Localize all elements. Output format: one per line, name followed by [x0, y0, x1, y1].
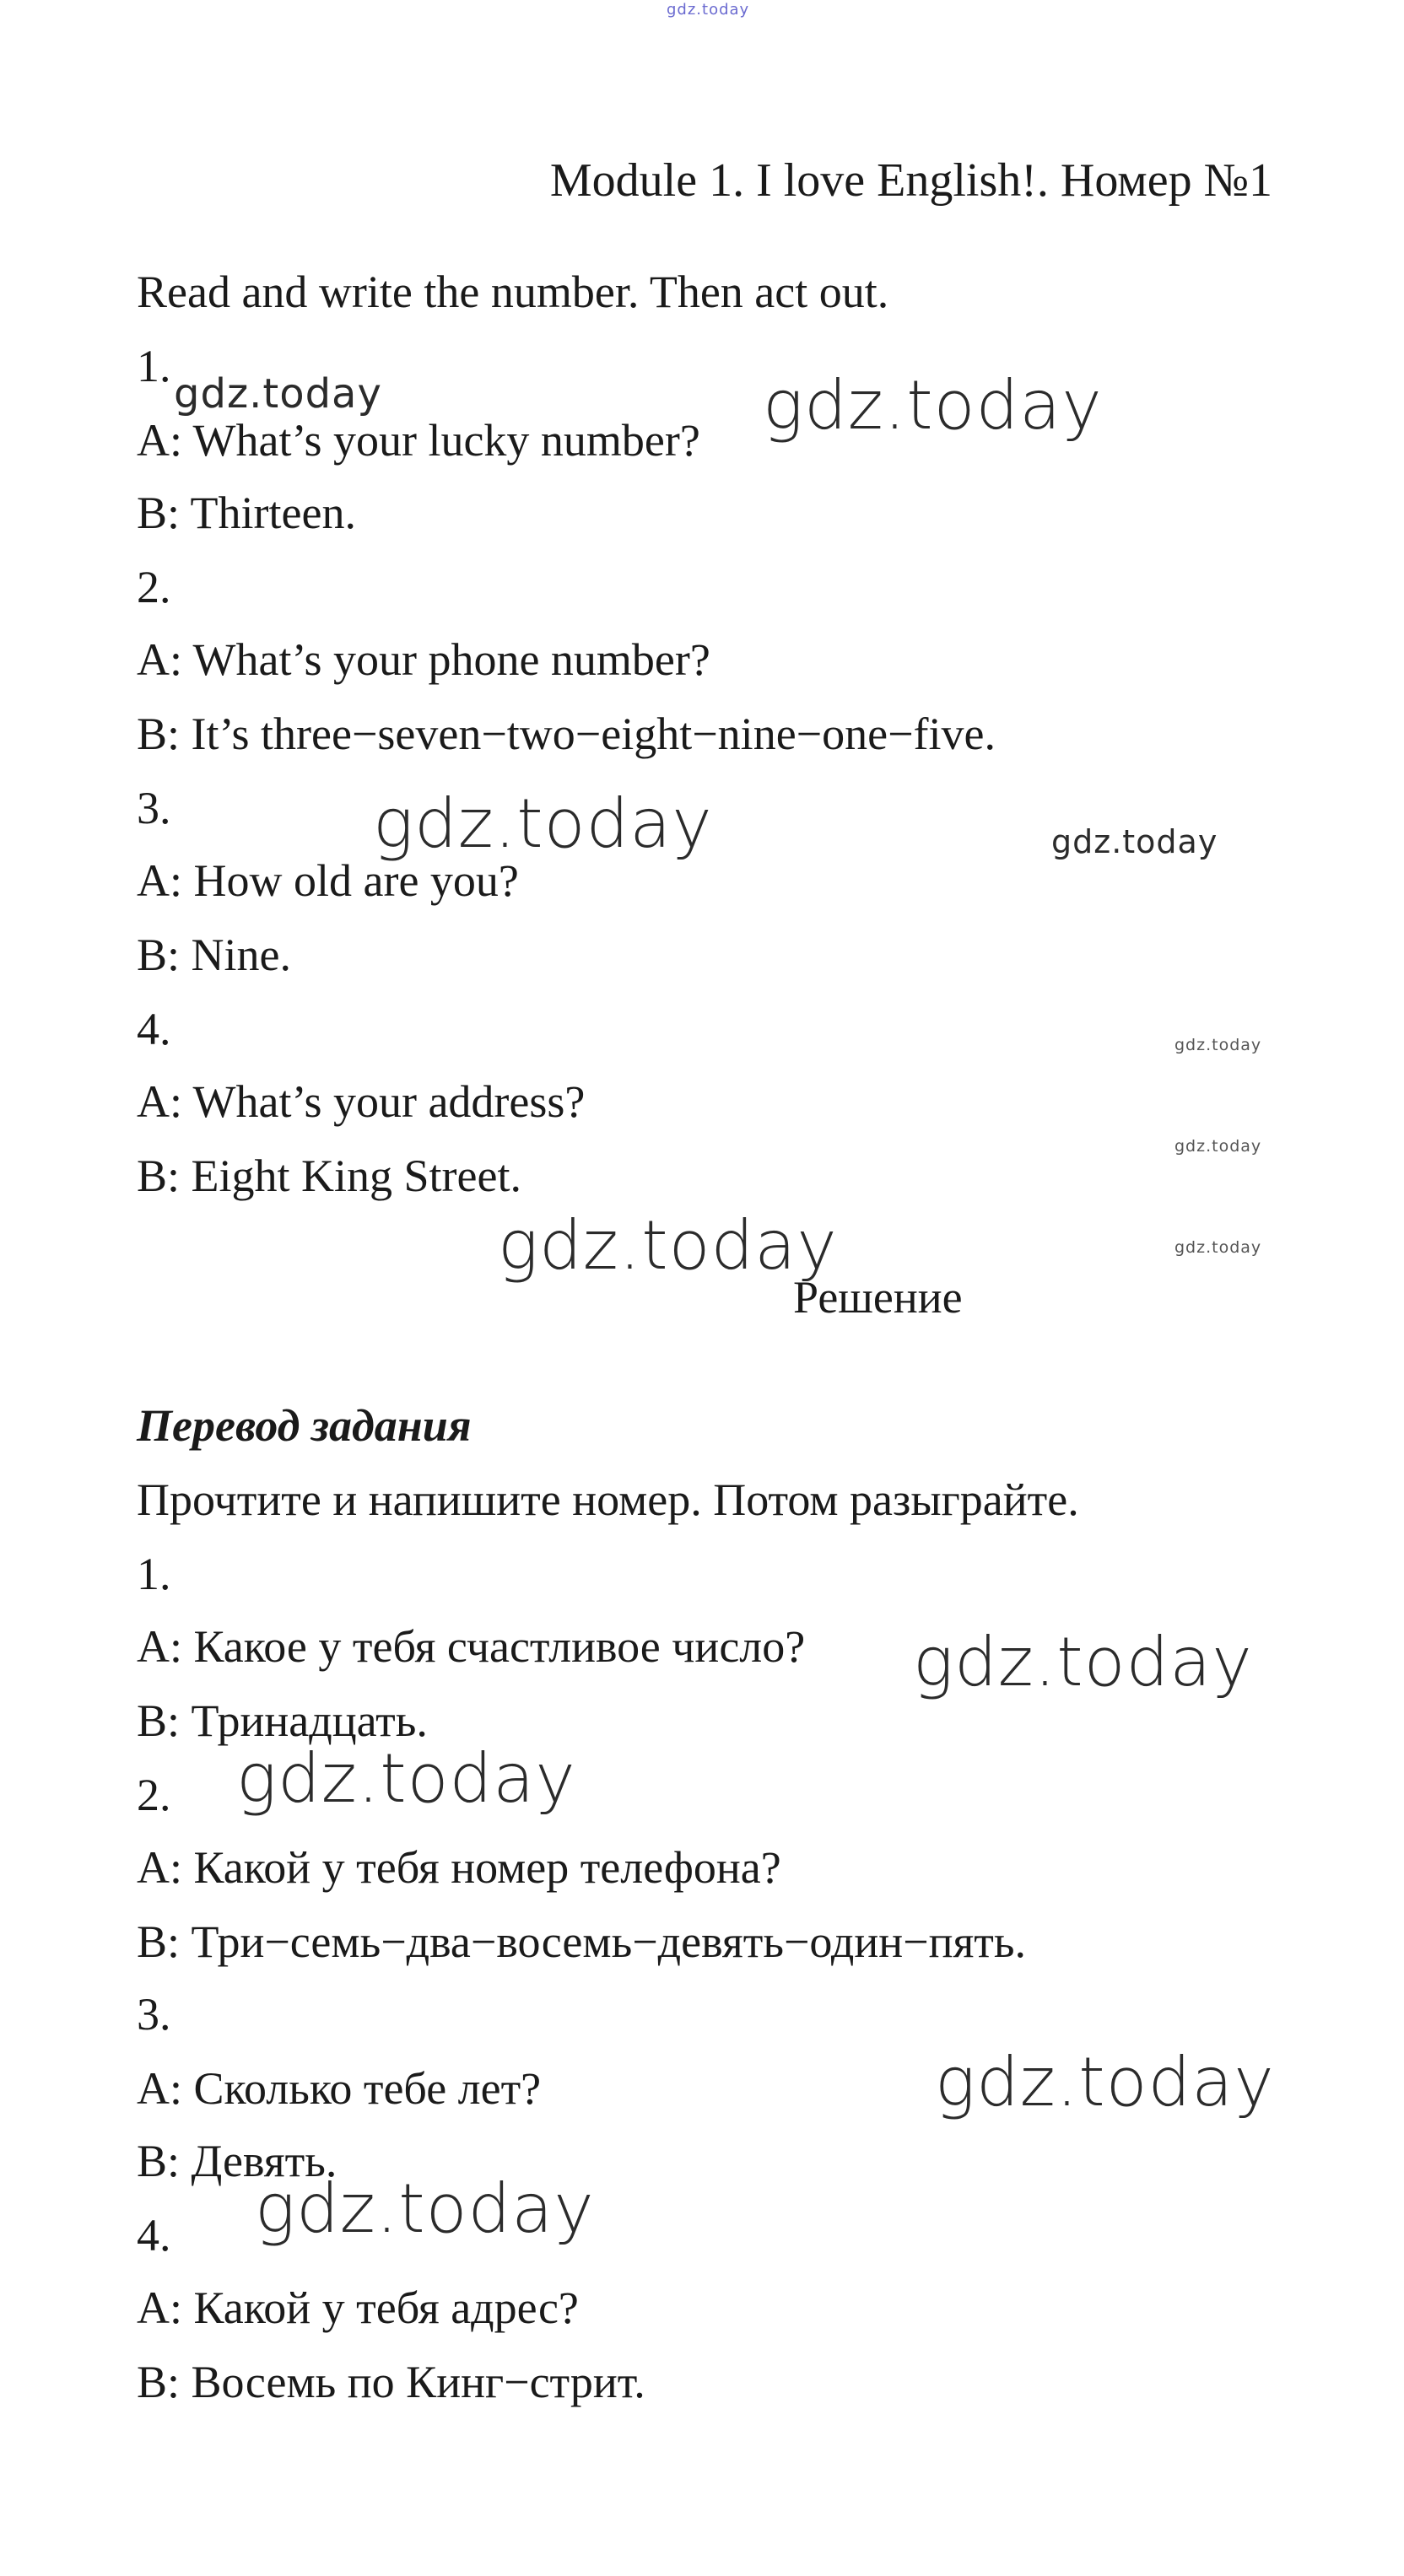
- dialogue-line-b: B: Три−семь−два−восемь−девять−один−пять.: [137, 1916, 1027, 1967]
- dialogue-line-b: B: Восемь по Кинг−стрит.: [137, 2357, 645, 2407]
- watermark: gdz.today: [236, 1739, 576, 1818]
- dialogue-line-a: A: Какой у тебя номер телефона?: [137, 1842, 781, 1893]
- dialogue-line-a: A: Какое у тебя счастливое число?: [137, 1621, 806, 1672]
- watermark: gdz.today: [1174, 1238, 1262, 1257]
- item-number: 4.: [137, 2210, 171, 2261]
- item-number: 4.: [137, 1004, 171, 1054]
- dialogue-line-b: B: Nine.: [137, 930, 291, 980]
- watermark: gdz.today: [498, 1206, 838, 1285]
- translation-heading: Перевод задания: [137, 1400, 472, 1451]
- watermark: gdz.today: [255, 2169, 595, 2248]
- item-number: 3.: [137, 783, 171, 833]
- dialogue-line-b: B: Thirteen.: [137, 488, 356, 538]
- item-number: 1.: [137, 1549, 171, 1599]
- watermark: gdz.today: [1174, 1036, 1262, 1054]
- watermark: gdz.today: [913, 1623, 1253, 1701]
- task-instruction: Read and write the number. Then act out.: [137, 267, 889, 317]
- dialogue-line-b: B: Eight King Street.: [137, 1151, 521, 1201]
- item-number: 2.: [137, 1770, 171, 1820]
- watermark: gdz.today: [763, 366, 1103, 445]
- dialogue-line-a: A: What’s your address?: [137, 1076, 586, 1127]
- watermark: gdz.today: [667, 1, 750, 19]
- page-title: Module 1. I love English!. Номер №1: [549, 154, 1272, 207]
- watermark: gdz.today: [1051, 823, 1218, 860]
- dialogue-line-b: B: Тринадцать.: [137, 1695, 428, 1746]
- watermark: gdz.today: [935, 2043, 1275, 2121]
- dialogue-line-a: A: What’s your phone number?: [137, 634, 710, 685]
- dialogue-line-a: A: What’s your lucky number?: [137, 415, 700, 466]
- solution-label: Решение: [793, 1272, 963, 1323]
- item-number: 2.: [137, 562, 171, 612]
- item-number: 1.: [137, 341, 171, 391]
- dialogue-line-a: A: Какой у тебя адрес?: [137, 2282, 579, 2333]
- watermark: gdz.today: [1174, 1137, 1262, 1156]
- dialogue-line-b: B: Девять.: [137, 2136, 338, 2186]
- translation-instruction: Прочтите и напишите номер. Потом разыграйте.: [137, 1474, 1079, 1525]
- item-number: 3.: [137, 1989, 171, 2040]
- dialogue-line-b: B: It’s three−seven−two−eight−nine−one−five.: [137, 709, 996, 759]
- dialogue-line-a: A: How old are you?: [137, 855, 519, 906]
- watermark: gdz.today: [174, 370, 382, 418]
- watermark: gdz.today: [373, 784, 713, 863]
- dialogue-line-a: A: Сколько тебе лет?: [137, 2063, 542, 2114]
